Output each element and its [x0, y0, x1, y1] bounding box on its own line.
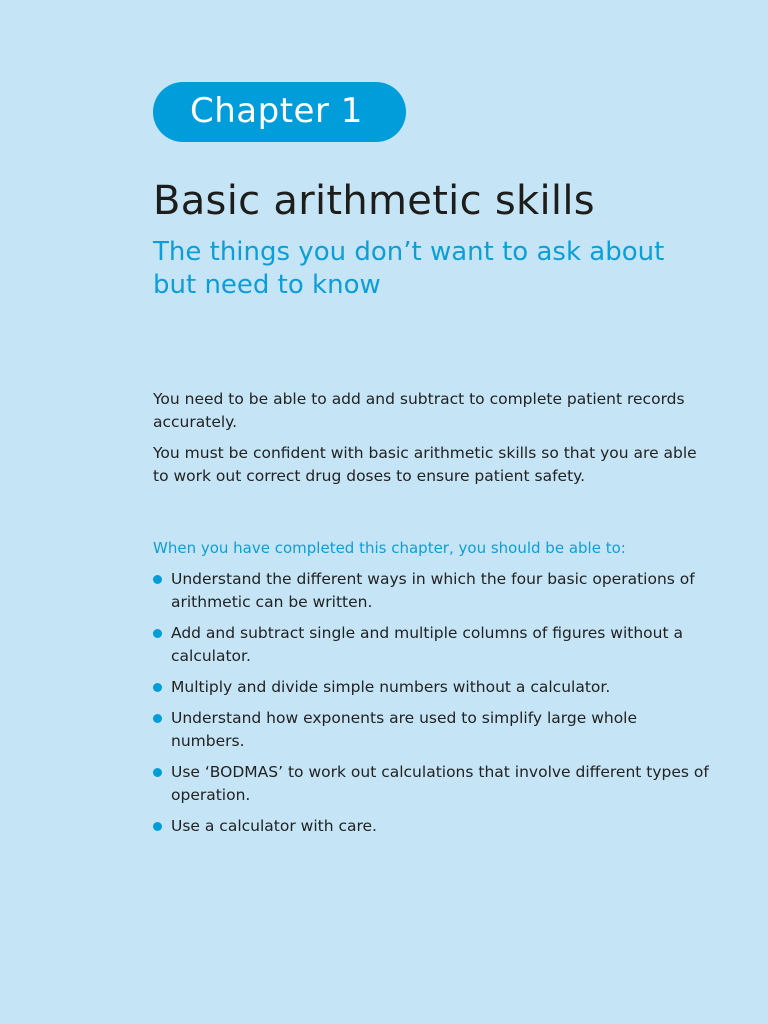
- list-item-text: Understand how exponents are used to simplify large whole numbers.: [171, 709, 638, 750]
- list-item: [153, 676, 713, 699]
- intro-paragraph: You must be confident with basic arithmetic skills so that you are able to work out correct drug doses to ensure patient safety.: [153, 444, 697, 485]
- chapter-title: Basic arithmetic skills: [153, 178, 595, 224]
- bullet-icon: [153, 575, 162, 584]
- objectives-heading: When you have completed this chapter, you should be able to:: [153, 539, 626, 557]
- list-item: [153, 568, 713, 614]
- list-item-text: Understand the different ways in which the four basic operations of arithmetic can be written.: [171, 570, 695, 611]
- bullet-icon: [153, 714, 162, 723]
- list-item: [153, 707, 713, 753]
- list-item: [153, 761, 713, 807]
- intro-paragraph: You need to be able to add and subtract to complete patient records accurately.: [153, 390, 685, 431]
- list-item-text: Use ‘BODMAS’ to work out calculations that involve different types of operation.: [171, 763, 709, 804]
- bullet-icon: [153, 629, 162, 638]
- bullet-icon: [153, 683, 162, 692]
- chapter-label: Chapter 1: [153, 82, 406, 142]
- list-item-text: Add and subtract single and multiple columns of figures without a calculator.: [171, 624, 683, 665]
- list-item: [153, 815, 713, 838]
- list-item-text: Multiply and divide simple numbers without a calculator.: [171, 678, 611, 696]
- chapter-subtitle: The things you don’t want to ask about but need to know: [153, 237, 665, 300]
- list-item: [153, 622, 713, 668]
- objectives-list: [153, 568, 713, 838]
- bullet-icon: [153, 822, 162, 831]
- list-item-text: Use a calculator with care.: [171, 817, 377, 835]
- bullet-icon: [153, 768, 162, 777]
- intro-section: [153, 388, 713, 488]
- chapter-page: [153, 82, 713, 846]
